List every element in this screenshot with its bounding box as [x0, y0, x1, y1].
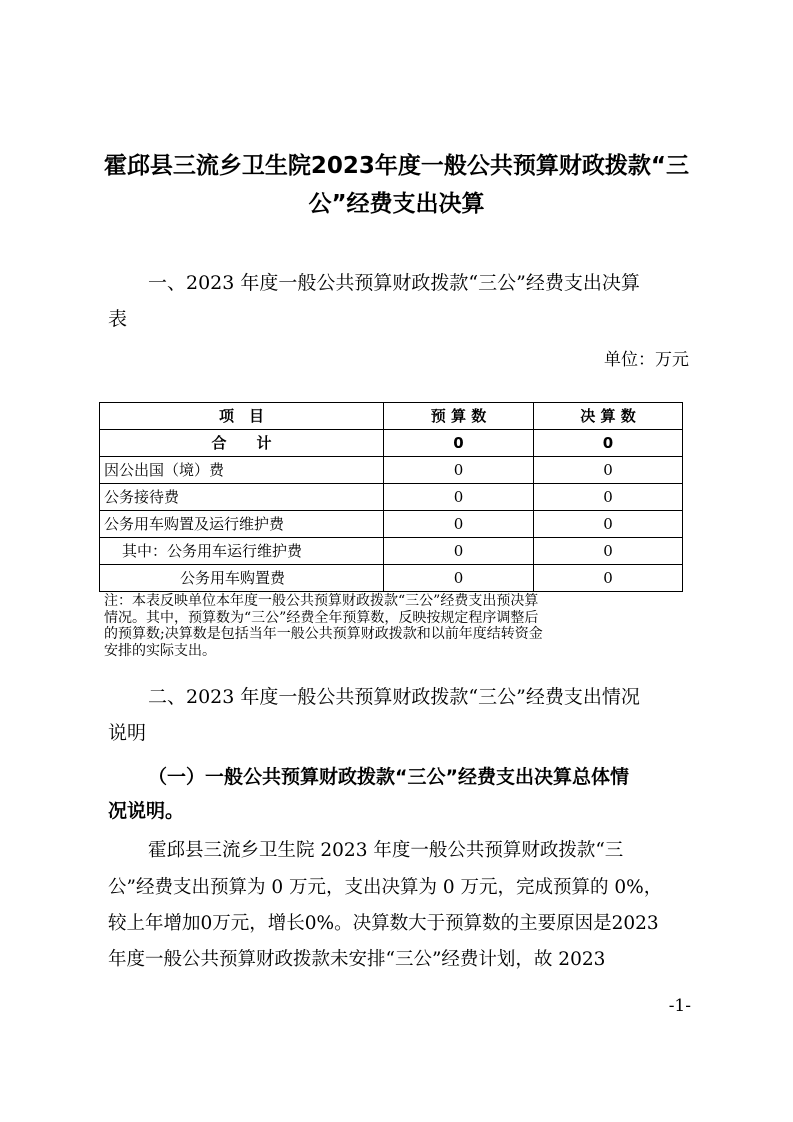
note-line: 注：本表反映单位本年度一般公共预算财政拨款“三公”经费支出预决算	[104, 593, 539, 609]
note-line: 安排的实际支出。	[104, 642, 216, 659]
row-final: 0	[534, 538, 683, 565]
section2-heading-line1: 二、2023 年度一般公共预算财政拨款“三公”经费支出情况	[148, 686, 640, 708]
row-label: 其中：公务用车运行维护费	[100, 538, 384, 565]
row-label: 合 计	[100, 430, 384, 457]
table-row-total	[100, 430, 683, 457]
row-final: 0	[534, 565, 683, 592]
table-row	[100, 484, 683, 511]
table-row	[100, 538, 683, 565]
table-note	[104, 593, 694, 659]
page-number: -1-	[668, 996, 691, 1016]
row-budget: 0	[384, 538, 534, 565]
row-budget: 0	[384, 484, 534, 511]
document-title-line2: 公”经费支出决算	[308, 191, 485, 217]
row-budget: 0	[384, 565, 534, 592]
unit-label: 单位：万元	[604, 350, 689, 370]
row-label: 因公出国（境）费	[100, 457, 384, 484]
paragraph-line1: 霍邱县三流乡卫生院 2023 年度一般公共预算财政拨款“三	[148, 840, 624, 861]
paragraph-line4: 年度一般公共预算财政拨款未安排“三公”经费计划，故 2023	[108, 949, 606, 970]
row-final: 0	[534, 457, 683, 484]
subsection1-heading-line1: （一）一般公共预算财政拨款“三公”经费支出决算总体情	[148, 766, 629, 788]
header-final: 决 算 数	[534, 403, 683, 430]
document-title-line1: 霍邱县三流乡卫生院2023年度一般公共预算财政拨款“三	[103, 153, 690, 179]
section1-heading-line1: 一、2023 年度一般公共预算财政拨款“三公”经费支出决算	[148, 272, 640, 294]
table-row	[100, 457, 683, 484]
table-header-row	[100, 403, 683, 430]
note-line: 情况。其中，预算数为“三公”经费全年预算数，反映按规定程序调整后	[104, 609, 539, 626]
row-budget: 0	[384, 457, 534, 484]
row-label: 公务用车购置费	[100, 565, 384, 592]
row-final: 0	[534, 511, 683, 538]
header-budget: 预 算 数	[384, 403, 534, 430]
section2-heading-line2: 说明	[108, 722, 147, 744]
row-budget: 0	[384, 511, 534, 538]
table-row	[100, 565, 683, 592]
table-row	[100, 511, 683, 538]
subsection1-heading-line2: 况说明。	[108, 800, 185, 822]
row-budget: 0	[384, 430, 534, 457]
header-item: 项 目	[100, 403, 384, 430]
paragraph-line2: 公”经费支出预算为 0 万元，支出决算为 0 万元，完成预算的 0%，	[108, 877, 663, 898]
row-label: 公务接待费	[100, 484, 384, 511]
row-final: 0	[534, 484, 683, 511]
row-final: 0	[534, 430, 683, 457]
section1-heading-line2: 表	[108, 308, 128, 330]
paragraph-line3: 较上年增加0万元，增长0%。决算数大于预算数的主要原因是2023	[108, 913, 659, 934]
three-public-expenses-table	[99, 402, 683, 592]
row-label: 公务用车购置及运行维护费	[100, 511, 384, 538]
note-line: 的预算数;决算数是包括当年一般公共预算财政拨款和以前年度结转资金	[104, 626, 543, 642]
